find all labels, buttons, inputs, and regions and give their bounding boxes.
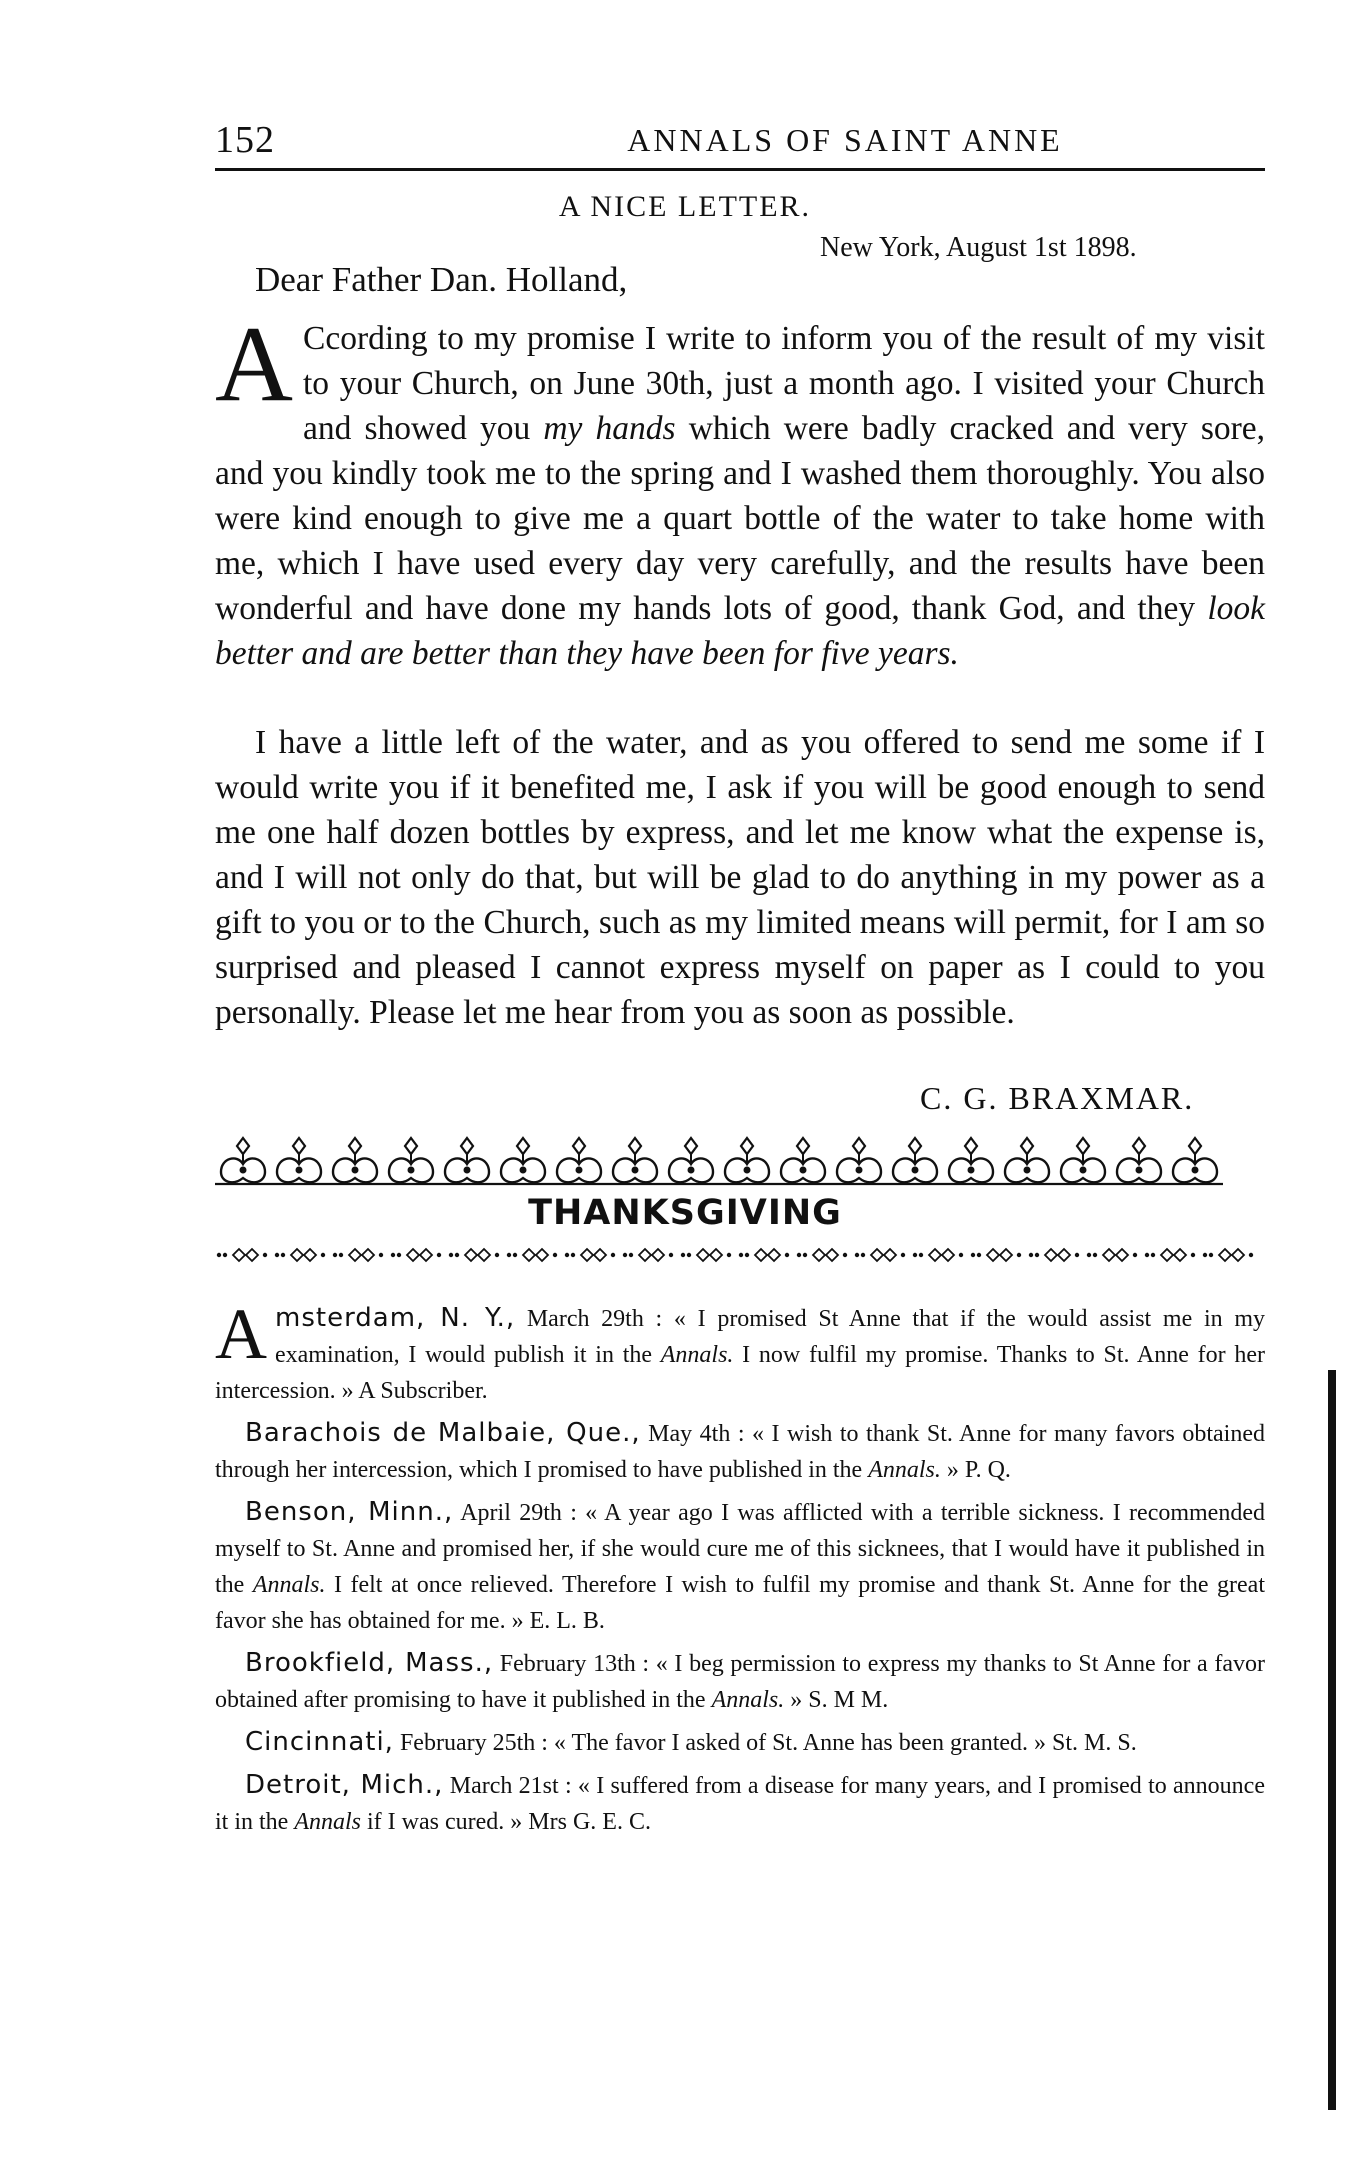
page-number: 152 [215, 119, 275, 161]
running-title: ANNALS OF SAINT ANNE [627, 122, 1063, 158]
entry-place: msterdam, N. Y., [275, 1303, 516, 1333]
running-head [215, 118, 1265, 168]
section-title: THANKSGIVING [528, 1193, 842, 1233]
letter-paragraph-2: I have a little left of the water, and as you offered to send me some if I would write you if it benefited me, I ask if you will be good enough to send me one half dozen bottles by express, and let me know what the expense is, and I will not only do that, but will be glad to do anything in my power as a gift to you or to the Church, such as my limited means will permit, for I am so surprised and pleased I cannot express myself on paper as I could to you personally. Please let me hear from you as soon as possible. [215, 724, 1265, 1031]
letter-dateline: New York, August 1st 1898. [820, 232, 1137, 263]
entry-place: Benson, Minn., [245, 1497, 454, 1527]
drop-cap: A [215, 1294, 267, 1374]
letter-paragraph-1: A Ccording to my promise I write to inform you of the result of my visit to your Church, on June 30th, just a month ago. I visited your Church and showed you my hands which were badly cracked and very sore, and you kindly took me to the spring and I washed them thoroughly. You also were kind enough to give me a quart bottle of the water to take home with me, which I have used every day very carefully, and the results have been wonderful and have done my hands lots of good, thank God, and they look better and are better than they have been for five years. [215, 305, 1266, 672]
letter-signature: C. G. BRAXMAR. [920, 1080, 1195, 1116]
list-item: Amsterdam, N. Y., March 29th : « I promised St Anne that if the would assist me in my examination, I would publish it in the Annals. I now fulfil my promise. Thanks to St. Anne for her intercession. » A Subscriber. [215, 1294, 1265, 1404]
list-item: Benson, Minn., April 29th : « A year ago I was afflicted with a terrible sickness. I recommended myself to St. Anne and promised her, if she would cure me of this sicknees, that I would have it published in the Annals. I felt at once relieved. Therefore I wish to fulfil my promise and thank St. Anne for the great favor she has obtained for me. » E. L. B. [215, 1497, 1265, 1634]
header-rule [215, 168, 1265, 171]
entry-place: Brookfield, Mass., [245, 1648, 494, 1678]
list-item: Cincinnati, February 25th : « The favor I asked of St. Anne has been granted. » St. M. S. [245, 1727, 1137, 1757]
ornamental-border [215, 1130, 1265, 1190]
margin-bar [1328, 1370, 1336, 2110]
letter-title: A NICE LETTER. [558, 190, 812, 223]
decorative-dot-rule [215, 1244, 1265, 1266]
drop-cap: A [215, 305, 293, 424]
list-item: Detroit, Mich., March 21st : « I suffered from a disease for many years, and I promised to announce it in the Annals if I was cured. » Mrs G. E. C. [215, 1770, 1265, 1835]
letter-salutation: Dear Father Dan. Holland, [255, 260, 628, 299]
entry-place: Detroit, Mich., [245, 1770, 444, 1800]
thanksgiving-list [215, 1294, 1265, 1846]
list-item: Barachois de Malbaie, Que., May 4th : « I wish to thank St. Anne for many favors obtained through her intercession, which I promised to have published in the Annals. » P. Q. [215, 1418, 1265, 1483]
entry-place: Cincinnati, [245, 1727, 394, 1757]
list-item: Brookfield, Mass., February 13th : « I beg permission to express my thanks to St Anne for a favor obtained after promising to have it published in the Annals. » S. M M. [215, 1648, 1265, 1713]
entry-place: Barachois de Malbaie, Que., [245, 1418, 641, 1448]
